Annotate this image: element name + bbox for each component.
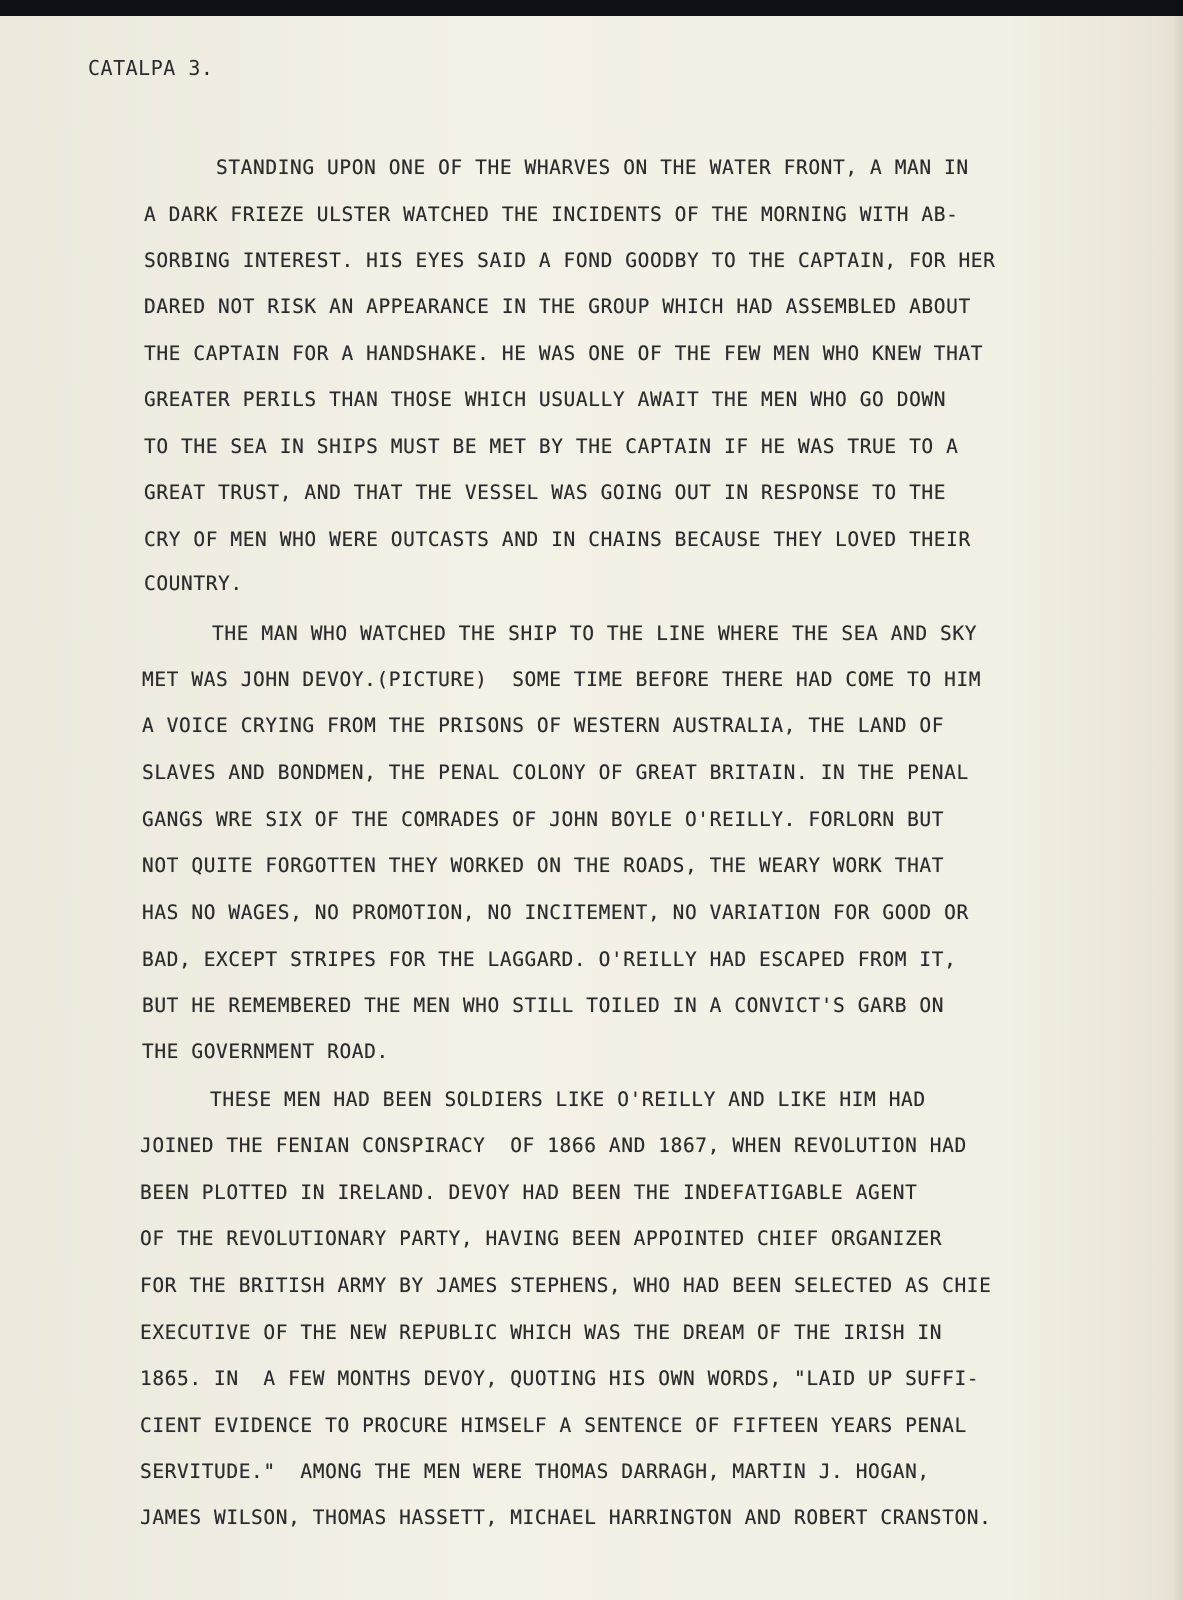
text-line: EXECUTIVE OF THE NEW REPUBLIC WHICH WAS THE DREAM OF THE IRISH IN xyxy=(140,1321,943,1344)
text-line: GREAT TRUST, AND THAT THE VESSEL WAS GOING OUT IN RESPONSE TO THE xyxy=(144,481,947,504)
text-line: SERVITUDE." AMONG THE MEN WERE THOMAS DARRAGH, MARTIN J. HOGAN, xyxy=(140,1460,930,1483)
scan-top-border xyxy=(0,0,1183,16)
text-line: A VOICE CRYING FROM THE PRISONS OF WESTERN AUSTRALIA, THE LAND OF xyxy=(142,714,945,737)
text-line: NOT QUITE FORGOTTEN THEY WORKED ON THE ROADS, THE WEARY WORK THAT xyxy=(142,854,945,877)
text-line: GANGS WRE SIX OF THE COMRADES OF JOHN BOYLE O'REILLY. FORLORN BUT xyxy=(142,808,945,831)
text-line: OF THE REVOLUTIONARY PARTY, HAVING BEEN APPOINTED CHIEF ORGANIZER xyxy=(140,1227,943,1250)
text-line: FOR THE BRITISH ARMY BY JAMES STEPHENS, WHO HAD BEEN SELECTED AS CHIE xyxy=(140,1274,992,1297)
text-line: THE CAPTAIN FOR A HANDSHAKE. HE WAS ONE OF THE FEW MEN WHO KNEW THAT xyxy=(144,342,984,365)
text-line: BAD, EXCEPT STRIPES FOR THE LAGGARD. O'REILLY HAD ESCAPED FROM IT, xyxy=(142,948,957,971)
text-line: 1865. IN A FEW MONTHS DEVOY, QUOTING HIS OWN WORDS, "LAID UP SUFFI- xyxy=(140,1367,980,1390)
text-line: CIENT EVIDENCE TO PROCURE HIMSELF A SENTENCE OF FIFTEEN YEARS PENAL xyxy=(140,1414,967,1437)
text-line: BEEN PLOTTED IN IRELAND. DEVOY HAD BEEN THE INDEFATIGABLE AGENT xyxy=(140,1181,918,1204)
text-line: COUNTRY. xyxy=(144,572,243,595)
text-line: JAMES WILSON, THOMAS HASSETT, MICHAEL HARRINGTON AND ROBERT CRANSTON. xyxy=(140,1506,992,1529)
text-line: A DARK FRIEZE ULSTER WATCHED THE INCIDENTS OF THE MORNING WITH AB- xyxy=(144,203,959,226)
text-line: TO THE SEA IN SHIPS MUST BE MET BY THE CAPTAIN IF HE WAS TRUE TO A xyxy=(144,435,959,458)
text-line: HAS NO WAGES, NO PROMOTION, NO INCITEMENT, NO VARIATION FOR GOOD OR xyxy=(142,901,969,924)
text-line: MET WAS JOHN DEVOY.(PICTURE) SOME TIME BEFORE THERE HAD COME TO HIM xyxy=(142,668,982,691)
text-line: GREATER PERILS THAN THOSE WHICH USUALLY AWAIT THE MEN WHO GO DOWN xyxy=(144,388,947,411)
page-right-edge xyxy=(1161,16,1183,1600)
text-line: JOINED THE FENIAN CONSPIRACY OF 1866 AND 1867, WHEN REVOLUTION HAD xyxy=(140,1134,967,1157)
text-line: THESE MEN HAD BEEN SOLDIERS LIKE O'REILLY AND LIKE HIM HAD xyxy=(210,1088,926,1111)
text-line: SLAVES AND BONDMEN, THE PENAL COLONY OF GREAT BRITAIN. IN THE PENAL xyxy=(142,761,969,784)
text-line: THE GOVERNMENT ROAD. xyxy=(142,1040,389,1063)
text-line: THE MAN WHO WATCHED THE SHIP TO THE LINE WHERE THE SEA AND SKY xyxy=(212,622,978,645)
text-line: SORBING INTEREST. HIS EYES SAID A FOND GOODBY TO THE CAPTAIN, FOR HER xyxy=(144,249,996,272)
text-line: STANDING UPON ONE OF THE WHARVES ON THE WATER FRONT, A MAN IN xyxy=(216,156,969,179)
page-header: CATALPA 3. xyxy=(88,56,214,80)
text-line: BUT HE REMEMBERED THE MEN WHO STILL TOILED IN A CONVICT'S GARB ON xyxy=(142,994,945,1017)
text-line: DARED NOT RISK AN APPEARANCE IN THE GROUP WHICH HAD ASSEMBLED ABOUT xyxy=(144,295,971,318)
text-line: CRY OF MEN WHO WERE OUTCASTS AND IN CHAINS BECAUSE THEY LOVED THEIR xyxy=(144,528,971,551)
